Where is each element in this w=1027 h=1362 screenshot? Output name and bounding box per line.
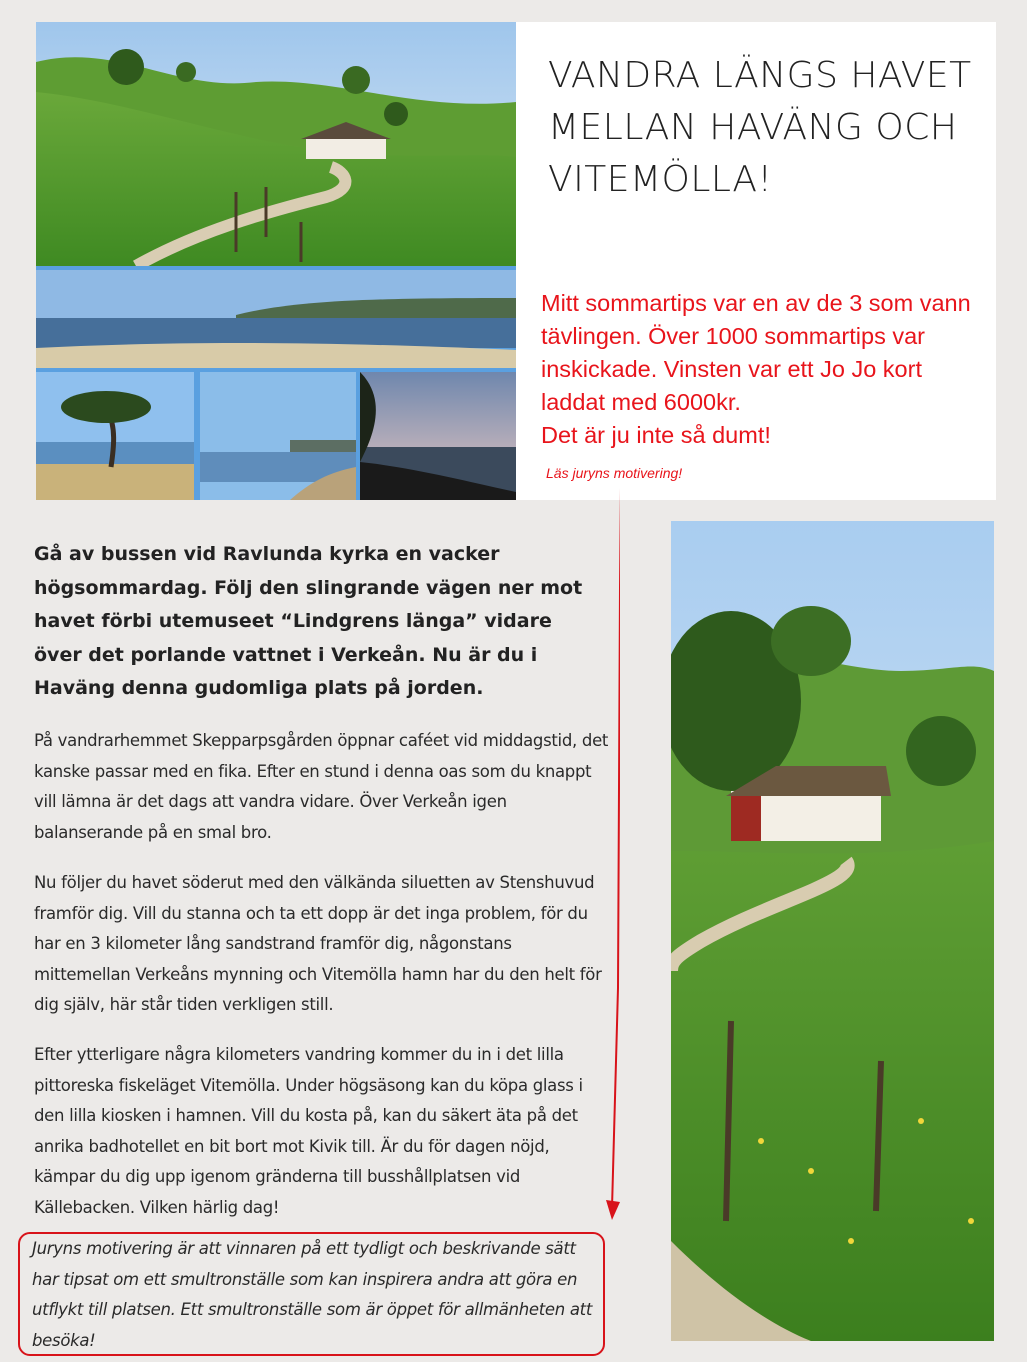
jury-motivation-text: Juryns motivering är att vinnaren på ett tydligt och beskrivande sätt har tipsat om ett smultronställe som kan inspirera andra att göra en utflykt till platsen. Ett smultronställe som är öppet för allmänheten att besöka! — [32, 1239, 593, 1350]
body-paragraph-1: På vandrarhemmet Skepparpsgården öppnar caféet vid middagstid, det kanske passar med en fika. Efter en stund i denna oas som du knappt vill lämna är det dags att vandra vidare. Över Verkeån igen balanserande på en smal bro. — [34, 731, 609, 842]
lead-paragraph: Gå av bussen vid Ravlunda kyrka en vacker högsommardag. Följ den slingrande vägen ner mot havet förbi utemuseet “Lindgrens länga” vidare över det porlande vattnet i Verkeån. Nu är du i Haväng denna gudomliga plats på jorden. — [34, 543, 583, 699]
jury-motivation-link[interactable]: Läs juryns motivering! — [546, 465, 683, 481]
sunset-harbor-photo — [360, 372, 516, 500]
tip-note: Mitt sommartips var en av de 3 som vann tävlingen. Över 1000 sommartips var inskickade. Vinsten var ett Jo Jo kort laddat med 6000kr. Det är ju inte så dumt! — [541, 290, 971, 448]
article-title: VANDRA LÄNGS HAVET MELLAN HAVÄNG OCH VITEMÖLLA! — [548, 55, 972, 200]
sea-panorama-photo — [36, 270, 516, 368]
red-arrow-icon — [580, 488, 620, 1233]
shoreline-photo — [200, 372, 356, 500]
body-paragraph-2: Nu följer du havet söderut med den välkända siluetten av Stenshuvud framför dig. Vill du stanna och ta ett dopp är det inga problem, för du har en 3 kilometer lång sandstrand framför dig, någonstans mittemellan Verkeåns mynning och Vitemölla hamn har du den helt för dig själv, här står tiden verkligen still. — [34, 873, 602, 1014]
farmhouse-path-photo — [671, 521, 994, 1341]
pine-tree-photo — [36, 372, 194, 500]
body-paragraph-3: Efter ytterligare några kilometers vandring kommer du in i det lilla pittoreska fiskeläget Vitemölla. Under högsäsong kan du köpa glass i den lilla kiosken i hamnen. Vill du kosta på, kan du säkert äta på det anrika badhotellet en bit bort mot Kivik till. Är du för dagen nöjd, kämpar du dig upp igenom gränderna till busshållplatsen vid Källebacken. Vilken härlig dag! — [34, 1045, 583, 1217]
landscape-path-photo — [36, 22, 516, 266]
